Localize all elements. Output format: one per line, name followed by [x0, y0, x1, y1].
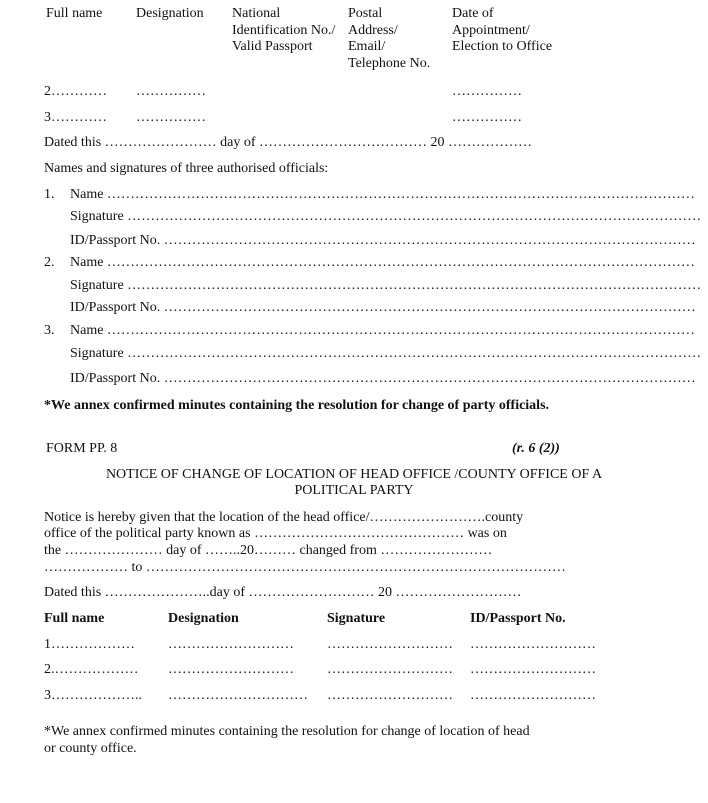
table2-row-number: 3………………..: [44, 688, 142, 703]
col-header-national-id: National Identification No./ Valid Passport: [232, 6, 336, 54]
table2-row-signature: ………………………: [327, 662, 453, 677]
notice-line: office of the political party known as ……………………………………… was on: [44, 526, 507, 541]
official-number: 1.: [44, 187, 55, 202]
col-header-date-appointment: Date of Appointment/ Election to Office: [452, 6, 553, 54]
annex-note: *We annex confirmed minutes containing the resolution for change of party officials.: [44, 398, 550, 413]
col-header-signature: Signature: [327, 611, 386, 626]
table2-row-id: ………………………: [470, 637, 596, 652]
form-title: POLITICAL PARTY: [294, 483, 414, 498]
official-number: 3.: [44, 323, 55, 338]
official-signature-line: Signature ……………………………………………………………………………………………………………: [70, 209, 702, 224]
official-signature-line: Signature ……………………………………………………………………………………………………………: [70, 278, 702, 293]
col-header-designation: Designation: [136, 6, 204, 21]
col-header-full-name: Full name: [46, 6, 103, 21]
dated-line: Dated this …………………… day of ……………………………… 20 ………………: [44, 135, 533, 150]
col-header-id-passport: ID/Passport No.: [470, 611, 566, 626]
table1-row-date: ……………: [452, 84, 522, 99]
form-title: NOTICE OF CHANGE OF LOCATION OF HEAD OFFICE /COUNTY OFFICE OF A: [105, 467, 603, 482]
col-header-postal: Postal Address/ Email/ Telephone No.: [348, 6, 431, 71]
table1-row-designation: ……………: [136, 84, 206, 99]
notice-line: Notice is hereby given that the location of the head office/…………………….county: [44, 510, 524, 525]
table2-row-number: 2.………………: [44, 662, 139, 677]
official-id-line: ID/Passport No. ……………………………………………………………………………………………………: [70, 233, 696, 248]
official-id-line: ID/Passport No. ……………………………………………………………………………………………………: [70, 300, 696, 315]
official-id-line: ID/Passport No. ……………………………………………………………………………………………………: [70, 371, 696, 386]
form-label: FORM PP. 8: [46, 441, 118, 456]
table2-row-signature: ………………………: [327, 688, 453, 703]
notice-line: the ………………… day of ……..20……… changed from ……………………: [44, 543, 493, 558]
annex-note: *We annex confirmed minutes containing the resolution for change of location of head or county office.: [44, 724, 530, 756]
table2-row-designation: …………………………: [168, 688, 308, 703]
official-name-line: Name ………………………………………………………………………………………………………………: [70, 187, 695, 202]
table1-row-date: ……………: [452, 110, 522, 125]
table2-row-signature: ………………………: [327, 637, 453, 652]
table2-row-number: 1………………: [44, 637, 135, 652]
table2-row-id: ………………………: [470, 662, 596, 677]
official-signature-line: Signature ……………………………………………………………………………………………………………: [70, 346, 702, 361]
table2-row-designation: ………………………: [168, 637, 294, 652]
form-rule-reference: (r. 6 (2)): [512, 441, 560, 456]
col-header-designation: Designation: [168, 611, 239, 626]
table1-row-number: 3…………: [44, 110, 107, 125]
table2-row-designation: ………………………: [168, 662, 294, 677]
notice-line: ……………… to ………………………………………………………………………………: [44, 560, 566, 575]
officials-heading: Names and signatures of three authorised officials:: [44, 161, 329, 176]
official-name-line: Name ………………………………………………………………………………………………………………: [70, 323, 695, 338]
table2-row-id: ………………………: [470, 688, 596, 703]
table1-row-number: 2…………: [44, 84, 107, 99]
col-header-full-name: Full name: [44, 611, 105, 626]
table1-row-designation: ……………: [136, 110, 206, 125]
official-name-line: Name ………………………………………………………………………………………………………………: [70, 255, 695, 270]
official-number: 2.: [44, 255, 55, 270]
dated-line: Dated this …………………..day of ……………………… 20 ………………………: [44, 585, 522, 600]
